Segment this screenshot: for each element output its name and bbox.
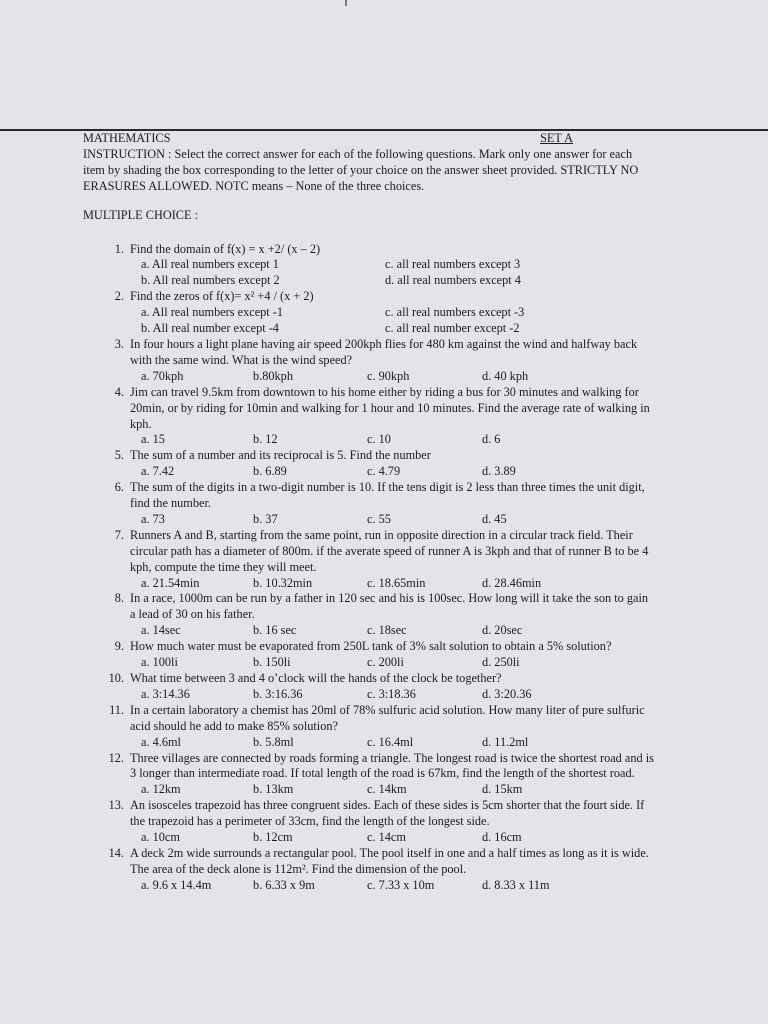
option-d: d. all real numbers except 4 (385, 273, 521, 288)
set-label: SET A (540, 131, 573, 145)
option-d: c. all real number except -2 (385, 321, 520, 336)
answer-options (130, 687, 655, 703)
option-b: b. 6.89 (253, 464, 287, 479)
answer-options (130, 257, 655, 289)
subject-title: MATHEMATICS (83, 131, 171, 145)
option-c: c. 90kph (367, 368, 410, 383)
question-item (83, 528, 655, 592)
option-c: c. 7.33 x 10m (367, 877, 435, 892)
option-c: c. 4.79 (367, 464, 401, 479)
question-text: How much water must be evaporated from 250L tank of 3% salt solution to obtain a 5% solution? (130, 639, 612, 654)
option-d: d. 16cm (482, 830, 522, 845)
option-a: a. 7.42 (141, 464, 175, 479)
question-text: An isosceles trapezoid has three congruent sides. Each of these sides is 5cm shorter that the fourt side. If the trapezoid has a perimeter of 33cm, find the length of the longest side. (130, 798, 645, 829)
option-b: b. 3:16.36 (253, 686, 303, 701)
option-b: b. All real number except -4 (141, 321, 279, 336)
option-b: b. 10.32min (253, 575, 313, 590)
question-number: 8. (114, 591, 124, 606)
question-number: 4. (114, 384, 124, 399)
answer-options (130, 735, 655, 751)
option-d: d. 8.33 x 11m (482, 877, 550, 892)
question-item (83, 480, 655, 528)
question-number: 3. (114, 336, 124, 351)
option-c: c. all real numbers except -3 (385, 305, 525, 320)
question-item (83, 337, 655, 385)
question-text: Find the domain of f(x) = x +2/ (x – 2) (130, 241, 321, 256)
option-d: d. 6 (482, 432, 501, 447)
answer-options (130, 830, 655, 846)
answer-options (130, 878, 655, 894)
scan-mark (345, 0, 347, 6)
option-c: c. 16.4ml (367, 734, 414, 749)
option-a: a. 100li (141, 655, 178, 670)
question-item (83, 798, 655, 846)
question-item (83, 703, 655, 751)
option-b: b. 6.33 x 9m (253, 877, 315, 892)
question-item (83, 671, 655, 703)
question-text: Three villages are connected by roads forming a triangle. The longest road is twice the shortest road and is 3 longer than intermediate road. If total length of the road is 67km, find the length of the shortest road. (130, 750, 654, 781)
answer-options (130, 432, 655, 448)
question-item (83, 639, 655, 671)
question-text: Runners A and B, starting from the same point, run in opposite direction in a circular track field. Their circular path has a diameter of 800m. if the averate speed of runner A is 3kph and that of runner B to be 4 kph, compute the time they will meet. (130, 527, 649, 574)
question-list (83, 242, 655, 894)
question-text: What time between 3 and 4 o’clock will the hands of the clock be together? (130, 671, 502, 685)
question-number: 1. (114, 241, 124, 256)
option-c: c. 14km (367, 782, 407, 797)
section-title: MULTIPLE CHOICE : (83, 207, 199, 222)
question-number: 12. (108, 750, 124, 765)
option-d: d. 45 (482, 511, 507, 526)
question-number: 9. (114, 639, 124, 654)
answer-options (130, 369, 655, 385)
option-c: c. 18.65min (367, 575, 426, 590)
option-d: d. 15km (482, 782, 523, 797)
option-c: c. 10 (367, 432, 391, 447)
question-text: A deck 2m wide surrounds a rectangular pool. The pool itself in one and a half times as long as it is wide. The area of the deck alone is 112m². Find the dimension of the pool. (130, 845, 649, 876)
option-d: d. 3.89 (482, 464, 516, 479)
option-a: a. 3:14.36 (141, 686, 190, 701)
question-item (83, 751, 655, 799)
question-item (83, 591, 655, 639)
question-text: The sum of a number and its reciprocal is 5. Find the number (130, 448, 431, 463)
option-d: d. 40 kph (482, 368, 529, 383)
question-number: 10. (108, 671, 124, 685)
option-b: b. 12cm (253, 830, 293, 845)
question-number: 14. (108, 845, 124, 860)
option-b: b. 12 (253, 432, 278, 447)
option-c: c. 14cm (367, 830, 406, 845)
question-number: 2. (114, 289, 124, 304)
option-b: b. 37 (253, 511, 278, 526)
question-item (83, 385, 655, 449)
exam-header (83, 131, 655, 147)
option-a: a. 15 (141, 432, 165, 447)
question-number: 5. (114, 448, 124, 463)
answer-options (130, 512, 655, 528)
question-item (83, 846, 655, 894)
answer-options (130, 782, 655, 798)
question-number: 7. (114, 527, 124, 542)
question-item (83, 289, 655, 337)
option-c: c. 55 (367, 511, 391, 526)
option-b: b. 16 sec (253, 623, 297, 638)
answer-options (130, 305, 655, 337)
answer-options (130, 576, 655, 592)
option-a: a. 10cm (141, 830, 180, 845)
question-item (83, 242, 655, 290)
answer-options (130, 655, 655, 671)
question-item (83, 448, 655, 480)
option-d: d. 20sec (482, 623, 523, 638)
option-c: c. all real numbers except 3 (385, 257, 521, 272)
option-c: c. 18sec (367, 623, 407, 638)
option-d: d. 250li (482, 655, 520, 670)
option-a: a. 14sec (141, 623, 181, 638)
option-a: a. 73 (141, 511, 165, 526)
exam-sheet (83, 131, 655, 894)
instruction-text: INSTRUCTION : Select the correct answer for each of the following questions. Mark only one answer for each item by shading the box corresponding to the letter of your choice on the answer sheet provided. STRICTLY NO ERASURES ALLOWED. NOTC means – None of the three choices. (83, 146, 639, 193)
option-a: a. 4.6ml (141, 734, 181, 749)
option-a: a. All real numbers except 1 (141, 257, 279, 272)
option-b: b. 5.8ml (253, 734, 294, 749)
option-a: a. 9.6 x 14.4m (141, 877, 212, 892)
question-text: Find the zeros of f(x)= x² +4 / (x + 2) (130, 289, 314, 304)
question-number: 11. (109, 702, 124, 717)
answer-options (130, 464, 655, 480)
option-a: a. 70kph (141, 368, 184, 383)
option-a: a. 21.54min (141, 575, 200, 590)
option-b: b.80kph (253, 368, 293, 383)
question-text: In a certain laboratory a chemist has 20ml of 78% sulfuric acid solution. How many liter of pure sulfuric acid should he add to make 85% solution? (130, 702, 645, 733)
question-text: Jim can travel 9.5km from downtown to his home either by riding a bus for 30 minutes and walking for 20min, or by riding for 10min and walking for 1 hour and 10 minutes. Find the average rate of walking in kph. (130, 384, 650, 431)
question-number: 6. (114, 480, 124, 495)
question-number: 13. (108, 798, 124, 813)
option-d: d. 11.2ml (482, 734, 529, 749)
option-d: d. 28.46min (482, 575, 542, 590)
option-b: b. All real numbers except 2 (141, 273, 280, 288)
question-text: In four hours a light plane having air speed 200kph flies for 480 km against the wind and halfway back with the same wind. What is the wind speed? (130, 336, 638, 367)
option-a: a. All real numbers except -1 (141, 305, 284, 320)
option-b: b. 13km (253, 782, 294, 797)
question-text: In a race, 1000m can be run by a father in 120 sec and his is 100sec. How long will it take the son to gain a lead of 30 on his father. (130, 591, 649, 622)
option-c: c. 3:18.36 (367, 686, 416, 701)
question-text: The sum of the digits in a two-digit number is 10. If the tens digit is 2 less than three times the unit digit, find the number. (130, 480, 645, 511)
answer-options (130, 623, 655, 639)
option-a: a. 12km (141, 782, 181, 797)
option-c: c. 200li (367, 655, 404, 670)
option-b: b. 150li (253, 655, 291, 670)
option-d: d. 3:20.36 (482, 686, 532, 701)
